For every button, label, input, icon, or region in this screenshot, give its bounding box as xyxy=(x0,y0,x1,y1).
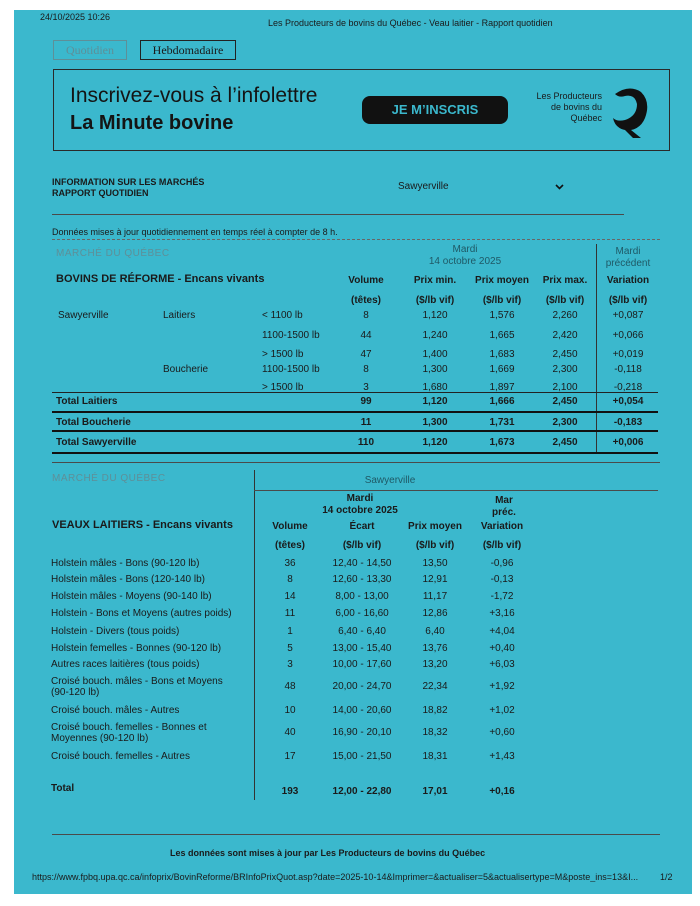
table-cell: 18,82 xyxy=(422,705,448,716)
total-cell: 1,731 xyxy=(489,417,515,428)
table-cell: 40 xyxy=(284,727,296,738)
table-cell: +6,03 xyxy=(489,659,515,670)
divider xyxy=(52,834,660,835)
table-cell: 2,100 xyxy=(552,382,578,393)
table-cell: 10,00 - 17,60 xyxy=(332,659,392,670)
newsletter-banner xyxy=(53,69,670,151)
row-weight: > 1500 lb xyxy=(262,382,304,393)
total-cell: 12,00 - 22,80 xyxy=(332,786,392,797)
total-cell: +0,006 xyxy=(612,437,644,448)
veaux-date-value: 14 octobre 2025 xyxy=(322,505,398,516)
table-row-label: Holstein mâles - Moyens (90-140 lb) xyxy=(51,591,212,602)
table-cell: +0,019 xyxy=(612,349,644,360)
table-cell: 36 xyxy=(284,558,296,569)
column-unit: ($/lb vif) xyxy=(545,295,585,306)
row-category: Laitiers xyxy=(163,310,196,321)
row-divider xyxy=(52,430,658,432)
table-cell: 22,34 xyxy=(422,681,448,692)
column-header: Prix min. xyxy=(413,275,457,286)
table-cell: 1,576 xyxy=(489,310,515,321)
table-cell: 8 xyxy=(363,364,369,375)
table-cell: 14 xyxy=(284,591,296,602)
row-weight: 1100-1500 lb xyxy=(262,364,320,375)
table-cell: -0,13 xyxy=(490,574,514,585)
table-cell: 2,260 xyxy=(552,310,578,321)
table-cell: 1 xyxy=(287,626,293,637)
table-cell: 8 xyxy=(287,574,293,585)
total-cell: 2,450 xyxy=(552,396,578,407)
table-cell: 6,40 xyxy=(425,626,445,637)
table-cell: -0,96 xyxy=(490,558,514,569)
table-cell: 48 xyxy=(284,681,296,692)
banner-headline: Inscrivez-vous à l’infolettre xyxy=(70,84,318,107)
print-title: Les Producteurs de bovins du Québec - Veau laitier - Rapport quotidien xyxy=(268,18,553,28)
table-row-label: Autres races laitières (tous poids) xyxy=(51,659,200,670)
veaux-market-label: MARCHÉ DU QUÉBEC xyxy=(52,473,166,484)
table-cell: 18,31 xyxy=(422,751,448,762)
column-header: Prix moyen xyxy=(408,521,462,532)
veaux-prev-value: préc. xyxy=(492,507,516,518)
subscribe-button[interactable]: JE M’INSCRIS xyxy=(362,96,508,124)
row-divider xyxy=(52,392,658,393)
table-cell: -1,72 xyxy=(490,591,514,602)
veaux-prev-label: Mar xyxy=(495,495,513,506)
table-cell: 13,20 xyxy=(422,659,448,670)
row-weight: < 1100 lb xyxy=(262,310,303,321)
table-cell: 6,40 - 6,40 xyxy=(338,626,386,637)
table-cell: 11,17 xyxy=(422,591,448,602)
total-label: Total xyxy=(51,783,75,794)
column-unit: ($/lb vif) xyxy=(482,295,522,306)
table-cell: 8 xyxy=(363,310,369,321)
column-unit: (têtes) xyxy=(274,540,305,551)
table-cell: 2,300 xyxy=(552,364,578,375)
column-header: Écart xyxy=(349,521,375,532)
market-select-value: Sawyerville xyxy=(398,181,449,192)
table-row-label: Croisé bouch. mâles - Bons et Moyens (90-120 lb) xyxy=(51,676,223,698)
footer-note: Les données sont mises à jour par Les Producteurs de bovins du Québec xyxy=(170,848,486,858)
column-unit: ($/lb vif) xyxy=(608,295,648,306)
info-subtitle: RAPPORT QUOTIDIEN xyxy=(52,188,149,198)
chevron-down-icon xyxy=(555,184,564,190)
veaux-date-label: Mardi xyxy=(346,493,374,504)
table-cell: 12,60 - 13,30 xyxy=(332,574,392,585)
table-cell: +0,066 xyxy=(612,330,644,341)
table-cell: +0,087 xyxy=(612,310,644,321)
page-number: 1/2 xyxy=(660,872,673,882)
table-cell: -0,218 xyxy=(613,382,643,393)
column-unit: (têtes) xyxy=(350,295,381,306)
banner-subheadline: La Minute bovine xyxy=(70,112,234,134)
total-cell: 11 xyxy=(360,417,372,428)
table-cell: 16,90 - 20,10 xyxy=(332,727,392,738)
total-cell: +0,16 xyxy=(489,786,515,797)
table-cell: +0,40 xyxy=(489,643,515,654)
table-cell: 47 xyxy=(360,349,372,360)
row-weight: > 1500 lb xyxy=(262,349,304,360)
column-header: Prix moyen xyxy=(475,275,529,286)
page-url: https://www.fpbq.upa.qc.ca/infoprix/BovinReforme/BRInfoPrixQuot.asp?date=2025-10-14&Imprimer=&actualiser=5&actualisertype=M&poste_ins=13&I... xyxy=(32,872,639,882)
total-label: Total Sawyerville xyxy=(56,437,137,448)
divider xyxy=(52,462,660,463)
column-unit: ($/lb vif) xyxy=(415,295,455,306)
table-row-label: Croisé bouch. femelles - Bonnes et Moyennes (90-120 lb) xyxy=(51,722,207,744)
table-cell: 12,86 xyxy=(422,608,448,619)
total-cell: 1,673 xyxy=(489,437,515,448)
table-cell: 20,00 - 24,70 xyxy=(332,681,392,692)
table-cell: 14,00 - 20,60 xyxy=(332,705,392,716)
total-cell: 1,300 xyxy=(422,417,448,428)
veaux-section-title: VEAUX LAITIERS - Encans vivants xyxy=(52,519,233,531)
market-select[interactable] xyxy=(392,178,568,196)
row-divider xyxy=(52,411,658,413)
column-unit: ($/lb vif) xyxy=(482,540,522,551)
reforme-section-title: BOVINS DE RÉFORME - Encans vivants xyxy=(56,273,265,285)
tab-hebdomadaire[interactable]: Hebdomadaire xyxy=(140,40,236,60)
table-cell: 3 xyxy=(363,382,369,393)
table-cell: 1,120 xyxy=(422,310,448,321)
table-cell: 6,00 - 16,60 xyxy=(335,608,389,619)
column-header: Variation xyxy=(480,521,524,532)
column-unit: ($/lb vif) xyxy=(342,540,382,551)
column-header: Variation xyxy=(606,275,650,286)
table-cell: 1,683 xyxy=(489,349,515,360)
table-cell: 2,420 xyxy=(552,330,578,341)
total-cell: 2,300 xyxy=(552,417,578,428)
table-cell: 12,40 - 14,50 xyxy=(332,558,392,569)
table-cell: 13,76 xyxy=(422,643,448,654)
table-cell: +1,02 xyxy=(489,705,515,716)
table-row-label: Holstein mâles - Bons (120-140 lb) xyxy=(51,574,205,585)
table-cell: 12,91 xyxy=(422,574,448,585)
table-cell: 17 xyxy=(284,751,296,762)
total-cell: -0,183 xyxy=(613,417,643,428)
update-note: Données mises à jour quotidiennement en temps réel à compter de 8 h. xyxy=(52,227,338,237)
table-cell: +0,60 xyxy=(489,727,515,738)
table-cell: 1,665 xyxy=(489,330,515,341)
table-cell: +3,16 xyxy=(489,608,515,619)
print-datetime: 24/10/2025 10:26 xyxy=(40,12,111,22)
table-cell: 15,00 - 21,50 xyxy=(332,751,392,762)
divider xyxy=(254,490,658,491)
reforme-date-value: 14 octobre 2025 xyxy=(428,256,502,267)
column-header: Volume xyxy=(348,275,384,286)
row-location: Sawyerville xyxy=(58,310,109,321)
table-cell: 1,240 xyxy=(422,330,448,341)
table-cell: 8,00 - 13,00 xyxy=(335,591,389,602)
tab-quotidien[interactable]: Quotidien xyxy=(53,40,127,60)
total-cell: 110 xyxy=(357,437,375,448)
total-cell: 1,120 xyxy=(422,396,448,407)
total-cell: 99 xyxy=(360,396,372,407)
row-divider xyxy=(52,452,658,454)
table-cell: +4,04 xyxy=(489,626,515,637)
table-cell: -0,118 xyxy=(614,364,642,375)
divider xyxy=(52,214,624,215)
total-cell: 1,120 xyxy=(422,437,448,448)
row-weight: 1100-1500 lb xyxy=(262,330,320,341)
column-header: Volume xyxy=(272,521,308,532)
veaux-location: Sawyerville xyxy=(364,475,416,486)
column-header: Prix max. xyxy=(542,275,588,286)
table-cell: 18,32 xyxy=(422,727,448,738)
table-cell: 1,300 xyxy=(422,364,448,375)
total-cell: 1,666 xyxy=(489,396,515,407)
total-cell: +0,054 xyxy=(612,396,644,407)
table-cell: 44 xyxy=(360,330,372,341)
table-cell: +1,92 xyxy=(489,681,515,692)
table-cell: 1,669 xyxy=(489,364,515,375)
total-cell: 2,450 xyxy=(552,437,578,448)
logo-text: Les Producteurs de bovins du Québec xyxy=(536,91,602,123)
table-cell: 13,00 - 15,40 xyxy=(332,643,392,654)
total-cell: 17,01 xyxy=(422,786,448,797)
divider xyxy=(52,239,660,240)
table-cell: 10 xyxy=(284,705,296,716)
reforme-date-label: Mardi xyxy=(452,244,478,255)
bovine-q-logo-icon xyxy=(607,84,651,140)
table-row-label: Holstein - Divers (tous poids) xyxy=(51,626,180,637)
table-row-label: Croisé bouch. femelles - Autres xyxy=(51,751,190,762)
table-cell: 11 xyxy=(284,608,296,619)
reforme-market-label: MARCHÉ DU QUÉBEC xyxy=(56,248,170,259)
table-cell: 1,680 xyxy=(422,382,448,393)
table-row-label: Croisé bouch. mâles - Autres xyxy=(51,705,180,716)
total-cell: 193 xyxy=(281,786,299,797)
total-label: Total Laitiers xyxy=(56,396,118,407)
column-unit: ($/lb vif) xyxy=(415,540,455,551)
row-category: Boucherie xyxy=(163,364,209,375)
table-cell: +1,43 xyxy=(489,751,515,762)
table-row-label: Holstein femelles - Bonnes (90-120 lb) xyxy=(51,643,222,654)
total-label: Total Boucherie xyxy=(56,417,131,428)
table-cell: 2,450 xyxy=(552,349,578,360)
reforme-prev-value: précédent xyxy=(605,258,651,269)
table-cell: 1,897 xyxy=(489,382,515,393)
table-cell: 1,400 xyxy=(422,349,448,360)
table-row-label: Holstein mâles - Bons (90-120 lb) xyxy=(51,558,200,569)
table-row-label: Holstein - Bons et Moyens (autres poids) xyxy=(51,608,232,619)
info-title: INFORMATION SUR LES MARCHÉS xyxy=(52,177,205,187)
reforme-prev-label: Mardi xyxy=(615,246,641,257)
table-cell: 3 xyxy=(287,659,293,670)
table-cell: 13,50 xyxy=(422,558,448,569)
table-cell: 5 xyxy=(287,643,293,654)
